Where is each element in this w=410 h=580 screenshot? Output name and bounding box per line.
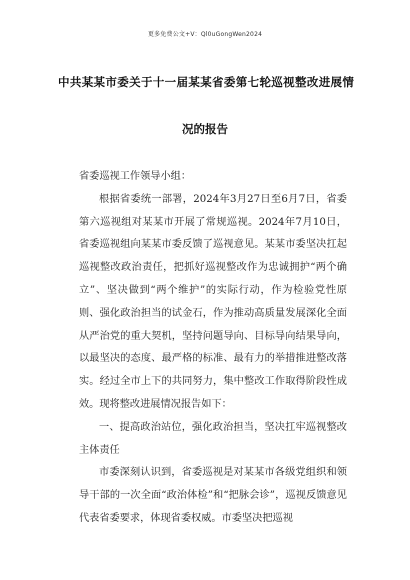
report-body	[79, 166, 347, 531]
paragraph-intro: 根据省委统一部署，2024年3月27日至6月7日，省委第六巡视组对某某市开展了常规巡视。2024年7月10日，省委巡视组向某某市委反馈了巡视意见。某某市委坚决扛起巡视整改政治责任，把抓好巡视整改作为忠诚拥护“两个确立”、坚决做到“两个维护”的实际行动，作为检验党性原则、强化政治担当的试金石，作为推动高质量发展深化全面从严治党的重大契机，坚持问题导向、目标导向结果导向，以最坚决的态度、最严格的标准、最有力的举措推进整改落实。经过全市上下的共同努力，集中整改工作取得阶段性成效。现将整改进展情况报告如下：	[79, 193, 347, 410]
report-title-line-1: 中共某某市委关于十一届某某省委第七轮巡视整改进展情	[58, 75, 355, 89]
paragraph-section-1: 市委深刻认识到，省委巡视是对某某市各级党组织和领导干部的一次全面“政治体检”和“把脉会诊”，巡视反馈意见代表省委要求，体现省委权威。市委坚决把巡视	[79, 467, 347, 524]
header-note: 更多免费公文+V：Ql0uGongWen2024	[147, 31, 263, 38]
section-heading-1: 一、提高政治站位，强化政治担当，坚决扛牢巡视整改主体责任	[79, 421, 347, 456]
report-title-line-2: 况的报告	[182, 122, 228, 136]
salutation: 省委巡视工作领导小组：	[79, 171, 192, 182]
